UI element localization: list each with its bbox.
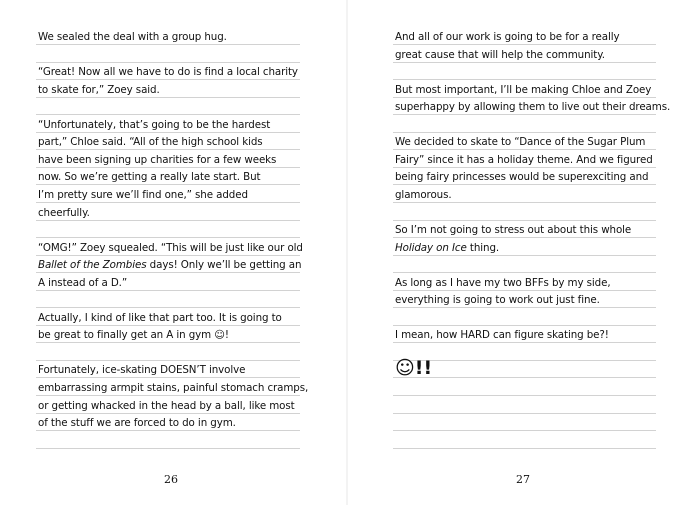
ruled-line [393,272,656,273]
smiley-doodle-icon: ☺!! [395,357,433,379]
ruled-line [36,325,300,326]
ruled-line [393,220,656,221]
ruled-line [393,377,656,378]
ruled-line [36,44,300,45]
text-segment: We decided to skate to “Dance of the Sugar Plum [395,136,646,148]
text-line [38,66,298,78]
text-line [395,294,600,306]
text-line [38,189,248,201]
text-line [395,329,609,341]
text-segment: or getting whacked in the head by a ball, like most [38,400,295,412]
ruled-line [36,430,300,431]
text-line [38,31,227,43]
text-line [38,154,276,166]
text-segment: A instead of a D.” [38,277,128,289]
text-segment: of the stuff we are forced to do in gym. [38,417,236,429]
ruled-line [36,132,300,133]
text-segment: to skate for,” Zoey said. [38,84,160,96]
text-line [38,259,301,271]
text-segment: But most important, I’ll be making Chloe and Zoey [395,84,652,96]
ruled-line [393,132,656,133]
right-page [348,0,695,505]
ruled-line [393,395,656,396]
text-line [38,382,308,394]
text-segment: thing. [466,242,500,254]
text-segment: have been signing up charities for a few weeks [38,154,277,166]
text-segment: I’m pretty sure we’ll find one,” she added [38,189,248,201]
text-line [38,312,282,324]
ruled-line [393,237,656,238]
text-segment: I mean, how HARD can figure skating be?! [395,329,609,341]
page-number: 26 [164,473,178,486]
ruled-line [36,377,300,378]
ruled-line [36,255,300,256]
ruled-line [393,167,656,168]
italic-title: Ballet of the Zombies [38,259,147,271]
text-line [395,31,619,43]
ruled-line [36,342,300,343]
ruled-line [36,62,300,63]
ruled-line [393,62,656,63]
ruled-line [393,79,656,80]
ruled-line [393,430,656,431]
text-segment: cheerfully. [38,207,90,219]
text-line [38,364,245,376]
ruled-line [393,202,656,203]
text-line [395,101,670,113]
ruled-line [393,184,656,185]
ruled-line [36,202,300,203]
text-line [38,136,263,148]
text-segment: Actually, I kind of like that part too. It is going to [38,312,282,324]
text-segment: days! Only we’ll be getting an [146,259,302,271]
ruled-line [36,272,300,273]
text-segment: “OMG!” Zoey squealed. “This will be just like our old [38,242,303,254]
text-segment: being fairy princesses would be superexciting and [395,171,649,183]
text-line [38,417,236,429]
ruled-line [393,149,656,150]
ruled-line [36,79,300,80]
ruled-line [393,342,656,343]
text-line [38,171,260,183]
text-line [395,49,605,61]
text-segment: now. So we’re getting a really late start. But [38,171,261,183]
ruled-line [36,114,300,115]
ruled-line [36,448,300,449]
text-line [395,277,611,289]
text-line [38,119,270,131]
ruled-line [393,290,656,291]
ruled-line [393,325,656,326]
ruled-line [393,307,656,308]
text-segment: And all of our work is going to be for a really [395,31,620,43]
ruled-line [36,290,300,291]
italic-title: Holiday on Ice [395,242,467,254]
ruled-line [36,360,300,361]
text-segment: “Great! Now all we have to do is find a local charity [38,66,298,78]
text-segment: great cause that will help the community. [395,49,605,61]
text-line [38,84,160,96]
text-line [38,242,303,254]
text-line [395,154,653,166]
text-line [395,84,651,96]
left-page [0,0,347,505]
ruled-line [393,413,656,414]
text-line [38,207,90,219]
ruled-line [36,395,300,396]
ruled-line [393,44,656,45]
text-line [395,189,452,201]
ruled-line [393,255,656,256]
text-line [38,329,229,341]
ruled-line [36,413,300,414]
ruled-line [36,307,300,308]
ruled-line [36,184,300,185]
text-segment: As long as I have my two BFFs by my side, [395,277,611,289]
text-line [395,242,499,254]
text-line [395,136,645,148]
ruled-line [393,114,656,115]
text-segment: superhappy by allowing them to live out their dreams. [395,101,671,113]
text-segment: embarrassing armpit stains, painful stomach cramps, [38,382,309,394]
text-segment: be great to finally get an A in gym ☺! [38,329,229,341]
text-line [38,277,127,289]
text-segment: glamorous. [395,189,452,201]
ruled-line [36,220,300,221]
text-line [38,400,295,412]
ruled-line [36,167,300,168]
text-segment: part,” Chloe said. “All of the high school kids [38,136,263,148]
ruled-line [393,97,656,98]
text-segment: We sealed the deal with a group hug. [38,31,227,43]
text-segment: everything is going to work out just fine. [395,294,600,306]
text-line [395,171,648,183]
ruled-line [36,97,300,98]
text-segment: “Unfortunately, that’s going to be the hardest [38,119,271,131]
text-segment: Fortunately, ice-skating DOESN’T involve [38,364,246,376]
page-number: 27 [516,473,530,486]
ruled-line [36,237,300,238]
text-segment: So I’m not going to stress out about this whole [395,224,632,236]
text-line [395,224,631,236]
text-segment: Fairy” since it has a holiday theme. And we figured [395,154,653,166]
ruled-line [393,448,656,449]
ruled-line [36,149,300,150]
ruled-line [393,360,656,361]
